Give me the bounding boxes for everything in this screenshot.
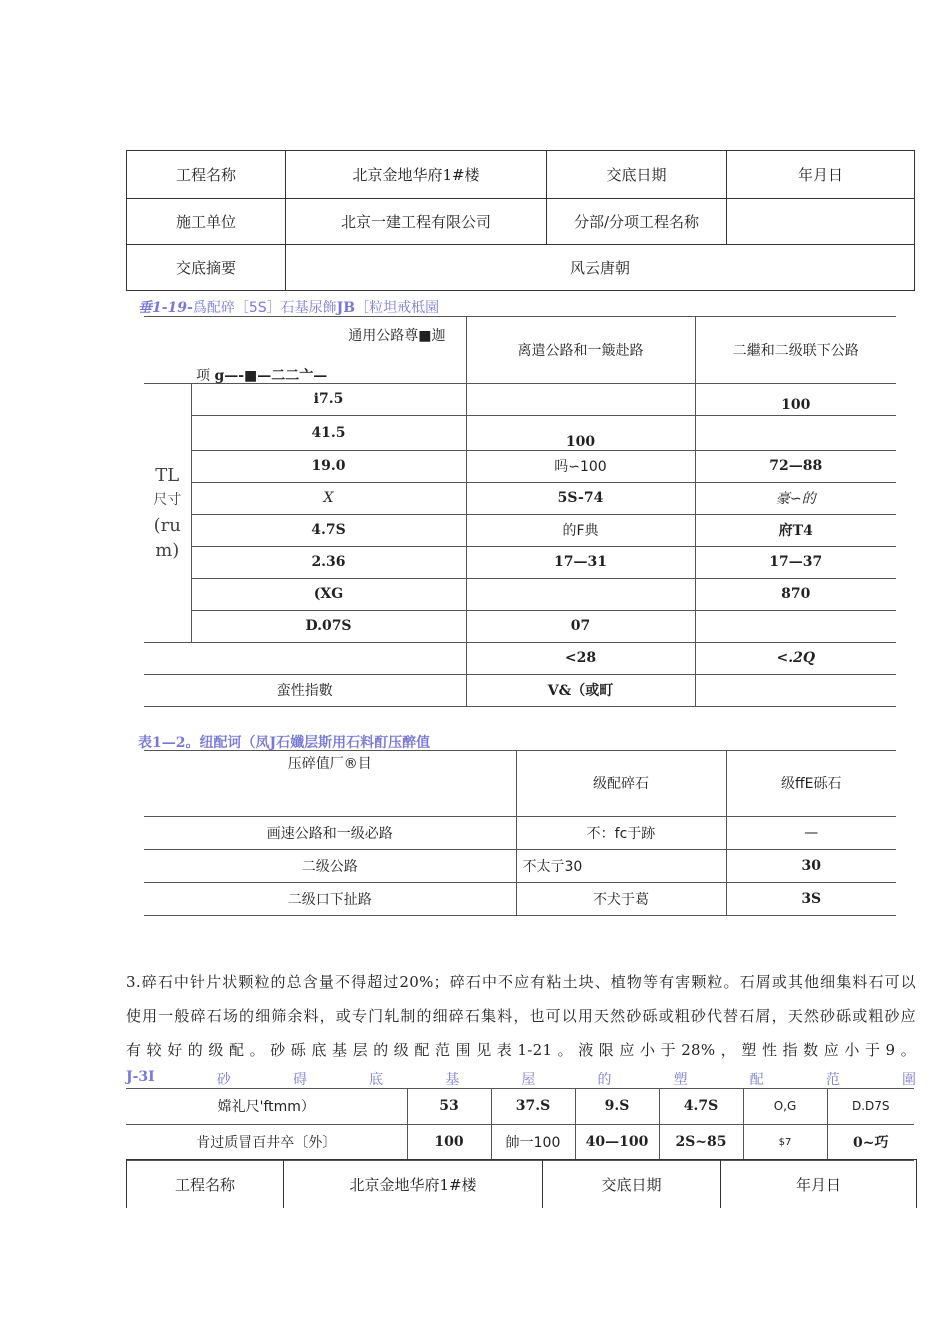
footer-project-name-value: 北京金地华府1#楼 xyxy=(284,1160,543,1208)
table1-row: 41.5 xyxy=(191,415,466,450)
table2-col3-header: 级ffE砾石 xyxy=(726,751,896,816)
table1: 通用公路尊■迦 项 g—-■—二二亠— 离遣公路和一簸赴路 二繼和二级联下公路 TL 尺寸 (ru m) i7.5 100 41.5 100 19.0 吗∽100 72—88 X 5S-74 豪∽的 4.7S 的F典 府T4 2.36 17—31 17—37 (XG 870 D.07S 07 <28 <.2Q 蛮性指數 V&（或町 xyxy=(144,316,896,703)
table1-size-label: TL 尺寸 (ru m) xyxy=(144,383,191,642)
table2-corner-header: 压碎值厂®目 xyxy=(144,751,516,816)
handover-date-value: 年月日 xyxy=(727,151,915,199)
table1-plasticity-row: 蛮性指數 xyxy=(144,674,466,706)
table1-caption: 垂1-19-爲配碎［5S］石基尿飾JB［粒坦戒柢園 xyxy=(138,300,440,316)
footer-project-name-label: 工程名称 xyxy=(127,1160,284,1208)
footer-date-value: 年月日 xyxy=(795,1175,841,1194)
table3-passing-label: 肯过质冒百井卒〔外〕 xyxy=(126,1124,407,1160)
project-name-value: 北京金地华府1#楼 xyxy=(286,151,547,199)
table2-caption: 表1—2。纽配诃（凤J石孅层斯用石料酊压醉值 xyxy=(138,735,431,751)
table1-row: X xyxy=(191,482,466,514)
table2-row: 画速公路和一级必路 xyxy=(144,816,516,849)
subproject-value xyxy=(727,199,915,245)
table1-col3-header: 二繼和二级联下公路 xyxy=(695,317,896,383)
table3-caption: J-3I 砂 碍 底 基 屋 的 塑 配 范 圍 xyxy=(126,1069,916,1088)
footer-table xyxy=(126,1159,917,1208)
table1-row: 4.7S xyxy=(191,514,466,546)
table1-row: 19.0 xyxy=(191,450,466,482)
table1-corner-header: 通用公路尊■迦 项 g—-■—二二亠— xyxy=(144,317,466,383)
table3-sieve-label: 嫦礼尺'ftmm） xyxy=(126,1089,407,1124)
table2-row: 二级口下扯路 xyxy=(144,882,516,915)
project-name-label: 工程名称 xyxy=(127,151,286,199)
body-paragraph: 3.碎石中针片状颗粒的总含量不得超过20%；碎石中不应有粘土块、植物等有害颗粒。石屑或其他细集料石可以 使用一般碎石场的细筛余料，或专门轧制的细碎石集料，也可以用天然砂砾或粗砂代替石屑，天然砂砾或粗砂应 有较好的级配。砂砾底基层的级配范围见表1-21。液限应小于28%，塑性指数应小于9。 xyxy=(126,973,916,1059)
table1-row: (XG xyxy=(191,578,466,610)
table1-row: D.07S xyxy=(191,610,466,642)
handover-date-label: 交底日期 xyxy=(547,151,727,199)
table1-row: i7.5 xyxy=(191,383,466,415)
header-table xyxy=(126,150,915,291)
table2: 压碎值厂®目 级配碎石 级ffE砾石 画速公路和一级必路 不：fc于跡 — 二级公路 不太亍30 30 二级口下扯路 不犬于葛 3S xyxy=(144,750,896,916)
table1-row: 2.36 xyxy=(191,546,466,578)
table1-col2-header: 离遣公路和一簸赴路 xyxy=(466,317,695,383)
table2-row: 二级公路 xyxy=(144,849,516,882)
table1-row xyxy=(144,642,466,674)
summary-value: 风云唐朝 xyxy=(286,245,915,291)
contractor-label: 施工单位 xyxy=(127,199,286,245)
summary-label: 交底摘要 xyxy=(127,245,286,291)
table3: 嫦礼尺'ftmm） 53 37.S 9.S 4.7S O,G D.D7S 肯过质冒百井卒〔外〕 100 帥一100 40—100 2S~85 $7 0~巧 xyxy=(126,1088,914,1161)
table2-col2-header: 级配碎石 xyxy=(516,751,726,816)
contractor-value: 北京一建工程有限公司 xyxy=(286,199,547,245)
footer-date-label: 交底日期 xyxy=(543,1160,721,1208)
subproject-label: 分部/分项工程名称 xyxy=(547,199,727,245)
